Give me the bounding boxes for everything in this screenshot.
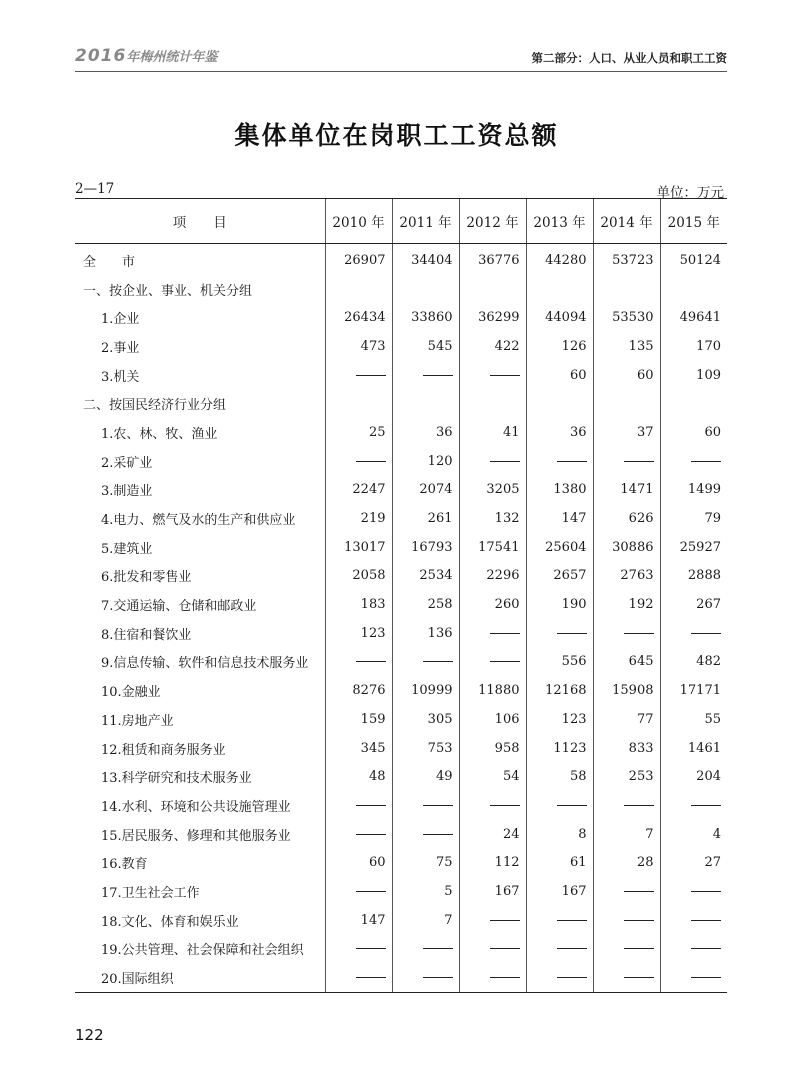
empty-cell-dash xyxy=(392,361,459,390)
table-row xyxy=(75,648,727,677)
value-cell: 170 xyxy=(660,332,727,361)
value-cell: 8 xyxy=(526,820,593,849)
dash-mark xyxy=(356,661,386,662)
value-cell: 26434 xyxy=(325,303,392,332)
empty-cell-dash xyxy=(660,447,727,476)
empty-cell-dash xyxy=(392,935,459,964)
value-cell: 120 xyxy=(392,447,459,476)
table-row xyxy=(75,504,727,533)
value-cell: 626 xyxy=(593,504,660,533)
value-cell: 106 xyxy=(459,705,526,734)
value-cell: 36 xyxy=(392,418,459,447)
empty-cell-dash xyxy=(660,877,727,906)
empty-cell-dash xyxy=(660,791,727,820)
value-cell: 79 xyxy=(660,504,727,533)
unit-label: 单位：万元 xyxy=(656,185,724,201)
row-label: 3.制造业 xyxy=(101,484,153,500)
dash-mark xyxy=(423,948,453,949)
table-row xyxy=(75,705,727,734)
table-row xyxy=(75,676,727,705)
table-row xyxy=(75,244,727,275)
table-header-row xyxy=(75,199,727,244)
row-label: 8.住宿和餐饮业 xyxy=(101,627,192,643)
dash-mark xyxy=(490,633,520,634)
value-cell xyxy=(660,389,727,418)
table-row xyxy=(75,877,727,906)
row-label: 7.交通运输、仓储和邮政业 xyxy=(101,599,257,615)
value-cell: 2534 xyxy=(392,562,459,591)
value-cell: 1471 xyxy=(593,476,660,505)
empty-cell-dash xyxy=(459,619,526,648)
dash-mark xyxy=(624,920,654,921)
empty-cell-dash xyxy=(325,935,392,964)
value-cell: 958 xyxy=(459,734,526,763)
empty-cell-dash xyxy=(660,619,727,648)
value-cell xyxy=(325,275,392,304)
value-cell: 305 xyxy=(392,705,459,734)
table-body xyxy=(75,244,727,993)
value-cell: 60 xyxy=(526,361,593,390)
value-cell: 60 xyxy=(593,361,660,390)
value-cell: 167 xyxy=(526,877,593,906)
empty-cell-dash xyxy=(526,963,593,992)
value-cell: 8276 xyxy=(325,676,392,705)
column-header-year: 2010 年 xyxy=(325,199,392,244)
value-cell xyxy=(459,275,526,304)
row-label: 11.房地产业 xyxy=(101,713,174,729)
yearbook-title xyxy=(75,46,217,66)
value-cell: 50124 xyxy=(660,244,727,275)
value-cell: 1380 xyxy=(526,476,593,505)
row-label: 15.居民服务、修理和其他服务业 xyxy=(101,828,291,844)
value-cell: 28 xyxy=(593,848,660,877)
dash-mark xyxy=(691,920,721,921)
yearbook-year: 2016 xyxy=(75,46,127,66)
value-cell: 11880 xyxy=(459,676,526,705)
value-cell: 37 xyxy=(593,418,660,447)
row-label: 2.事业 xyxy=(101,340,140,356)
dash-mark xyxy=(691,805,721,806)
value-cell: 136 xyxy=(392,619,459,648)
value-cell: 112 xyxy=(459,848,526,877)
row-label: 18.文化、体育和娱乐业 xyxy=(101,914,239,930)
value-cell xyxy=(392,389,459,418)
column-header-year: 2014 年 xyxy=(593,199,660,244)
value-cell: 55 xyxy=(660,705,727,734)
dash-mark xyxy=(423,375,453,376)
table-row xyxy=(75,418,727,447)
section-title: 第二部分：人口、从业人员和职工工资 xyxy=(531,51,727,65)
empty-cell-dash xyxy=(660,906,727,935)
value-cell xyxy=(526,389,593,418)
empty-cell-dash xyxy=(325,877,392,906)
row-label: 4.电力、燃气及水的生产和供应业 xyxy=(101,513,296,529)
empty-cell-dash xyxy=(593,619,660,648)
value-cell: 190 xyxy=(526,590,593,619)
dash-mark xyxy=(691,461,721,462)
value-cell: 27 xyxy=(660,848,727,877)
table-row xyxy=(75,762,727,791)
empty-cell-dash xyxy=(325,447,392,476)
dash-mark xyxy=(490,661,520,662)
value-cell: 204 xyxy=(660,762,727,791)
dash-mark xyxy=(356,891,386,892)
value-cell: 159 xyxy=(325,705,392,734)
table-row xyxy=(75,303,727,332)
value-cell: 30886 xyxy=(593,533,660,562)
table-row xyxy=(75,476,727,505)
value-cell: 833 xyxy=(593,734,660,763)
header-divider xyxy=(75,71,727,72)
value-cell xyxy=(593,389,660,418)
dash-mark xyxy=(557,461,587,462)
table-row xyxy=(75,332,727,361)
value-cell: 2074 xyxy=(392,476,459,505)
row-label: 16.教育 xyxy=(101,857,148,873)
row-label: 19.公共管理、社会保障和社会组织 xyxy=(101,943,304,959)
value-cell: 167 xyxy=(459,877,526,906)
empty-cell-dash xyxy=(593,791,660,820)
value-cell: 25604 xyxy=(526,533,593,562)
value-cell xyxy=(459,389,526,418)
page-title: 集体单位在岗职工工资总额 xyxy=(234,121,559,150)
value-cell: 25 xyxy=(325,418,392,447)
value-cell: 17171 xyxy=(660,676,727,705)
value-cell: 123 xyxy=(526,705,593,734)
value-cell: 7 xyxy=(392,906,459,935)
yearbook-name: 年梅州统计年鉴 xyxy=(126,50,218,65)
dash-mark xyxy=(557,920,587,921)
value-cell: 2247 xyxy=(325,476,392,505)
dash-mark xyxy=(356,834,386,835)
value-cell: 24 xyxy=(459,820,526,849)
empty-cell-dash xyxy=(325,361,392,390)
value-cell: 135 xyxy=(593,332,660,361)
value-cell: 26907 xyxy=(325,244,392,275)
empty-cell-dash xyxy=(459,906,526,935)
value-cell: 258 xyxy=(392,590,459,619)
value-cell: 53530 xyxy=(593,303,660,332)
column-header-year: 2011 年 xyxy=(392,199,459,244)
value-cell: 192 xyxy=(593,590,660,619)
empty-cell-dash xyxy=(526,791,593,820)
table-row xyxy=(75,590,727,619)
dash-mark xyxy=(624,461,654,462)
dash-mark xyxy=(624,891,654,892)
empty-cell-dash xyxy=(660,935,727,964)
empty-cell-dash xyxy=(593,935,660,964)
value-cell xyxy=(660,275,727,304)
value-cell xyxy=(526,275,593,304)
value-cell: 54 xyxy=(459,762,526,791)
empty-cell-dash xyxy=(325,963,392,992)
value-cell: 25927 xyxy=(660,533,727,562)
empty-cell-dash xyxy=(526,447,593,476)
value-cell: 5 xyxy=(392,877,459,906)
value-cell: 253 xyxy=(593,762,660,791)
value-cell: 61 xyxy=(526,848,593,877)
value-cell: 44094 xyxy=(526,303,593,332)
value-cell: 473 xyxy=(325,332,392,361)
table-row xyxy=(75,389,727,418)
dash-mark xyxy=(624,633,654,634)
value-cell: 109 xyxy=(660,361,727,390)
dash-mark xyxy=(490,805,520,806)
column-header-item: 项 目 xyxy=(75,199,325,244)
empty-cell-dash xyxy=(392,648,459,677)
dash-mark xyxy=(356,805,386,806)
empty-cell-dash xyxy=(593,447,660,476)
value-cell xyxy=(325,389,392,418)
dash-mark xyxy=(423,834,453,835)
table-row xyxy=(75,791,727,820)
value-cell: 260 xyxy=(459,590,526,619)
column-header-year: 2013 年 xyxy=(526,199,593,244)
table-row xyxy=(75,848,727,877)
value-cell: 1499 xyxy=(660,476,727,505)
value-cell: 58 xyxy=(526,762,593,791)
value-cell: 2296 xyxy=(459,562,526,591)
value-cell: 2058 xyxy=(325,562,392,591)
dash-mark xyxy=(490,920,520,921)
row-label: 全 市 xyxy=(83,254,136,270)
page-number: 122 xyxy=(75,1026,104,1044)
value-cell: 16793 xyxy=(392,533,459,562)
row-label: 3.机关 xyxy=(101,369,140,385)
value-cell: 34404 xyxy=(392,244,459,275)
empty-cell-dash xyxy=(593,963,660,992)
dash-mark xyxy=(490,375,520,376)
dash-mark xyxy=(356,461,386,462)
value-cell: 7 xyxy=(593,820,660,849)
value-cell: 2763 xyxy=(593,562,660,591)
value-cell: 49641 xyxy=(660,303,727,332)
empty-cell-dash xyxy=(459,361,526,390)
dash-mark xyxy=(691,948,721,949)
value-cell: 49 xyxy=(392,762,459,791)
dash-mark xyxy=(557,977,587,978)
wage-table xyxy=(75,198,727,993)
value-cell: 183 xyxy=(325,590,392,619)
value-cell: 36299 xyxy=(459,303,526,332)
empty-cell-dash xyxy=(526,935,593,964)
value-cell: 15908 xyxy=(593,676,660,705)
value-cell: 4 xyxy=(660,820,727,849)
table-row xyxy=(75,963,727,992)
dash-mark xyxy=(557,805,587,806)
value-cell: 645 xyxy=(593,648,660,677)
value-cell: 482 xyxy=(660,648,727,677)
empty-cell-dash xyxy=(325,791,392,820)
value-cell: 13017 xyxy=(325,533,392,562)
value-cell: 556 xyxy=(526,648,593,677)
value-cell: 147 xyxy=(325,906,392,935)
dash-mark xyxy=(557,948,587,949)
table-row xyxy=(75,275,727,304)
row-label: 一、按企业、事业、机关分组 xyxy=(83,283,253,299)
dash-mark xyxy=(557,633,587,634)
empty-cell-dash xyxy=(459,935,526,964)
column-header-year: 2012 年 xyxy=(459,199,526,244)
row-label: 6.批发和零售业 xyxy=(101,570,192,586)
value-cell: 147 xyxy=(526,504,593,533)
row-label: 二、按国民经济行业分组 xyxy=(83,398,227,414)
dash-mark xyxy=(356,375,386,376)
value-cell: 10999 xyxy=(392,676,459,705)
row-label: 14.水利、环境和公共设施管理业 xyxy=(101,799,291,815)
empty-cell-dash xyxy=(459,648,526,677)
dash-mark xyxy=(423,661,453,662)
value-cell: 422 xyxy=(459,332,526,361)
dash-mark xyxy=(423,977,453,978)
value-cell xyxy=(593,275,660,304)
dash-mark xyxy=(691,977,721,978)
data-table-container xyxy=(75,198,727,993)
dash-mark xyxy=(490,461,520,462)
row-label: 20.国际组织 xyxy=(75,963,325,992)
value-cell: 132 xyxy=(459,504,526,533)
empty-cell-dash xyxy=(593,877,660,906)
empty-cell-dash xyxy=(660,963,727,992)
empty-cell-dash xyxy=(593,906,660,935)
value-cell: 261 xyxy=(392,504,459,533)
empty-cell-dash xyxy=(526,619,593,648)
row-label: 1.农、林、牧、渔业 xyxy=(101,426,218,442)
value-cell: 12168 xyxy=(526,676,593,705)
value-cell: 53723 xyxy=(593,244,660,275)
dash-mark xyxy=(490,977,520,978)
row-label: 10.金融业 xyxy=(101,685,161,701)
row-label: 9.信息传输、软件和信息技术服务业 xyxy=(101,656,309,672)
row-label: 5.建筑业 xyxy=(101,541,153,557)
empty-cell-dash xyxy=(392,791,459,820)
value-cell: 75 xyxy=(392,848,459,877)
empty-cell-dash xyxy=(526,906,593,935)
table-row xyxy=(75,906,727,935)
value-cell: 41 xyxy=(459,418,526,447)
empty-cell-dash xyxy=(392,963,459,992)
dash-mark xyxy=(423,805,453,806)
value-cell: 753 xyxy=(392,734,459,763)
value-cell: 3205 xyxy=(459,476,526,505)
dash-mark xyxy=(356,977,386,978)
table-row xyxy=(75,619,727,648)
value-cell: 2888 xyxy=(660,562,727,591)
value-cell: 545 xyxy=(392,332,459,361)
value-cell: 1123 xyxy=(526,734,593,763)
dash-mark xyxy=(691,633,721,634)
dash-mark xyxy=(691,891,721,892)
table-row xyxy=(75,533,727,562)
dash-mark xyxy=(356,948,386,949)
table-number: 2—17 xyxy=(75,181,115,197)
value-cell: 33860 xyxy=(392,303,459,332)
value-cell: 126 xyxy=(526,332,593,361)
empty-cell-dash xyxy=(459,791,526,820)
row-label: 1.企业 xyxy=(101,312,140,328)
table-row xyxy=(75,935,727,964)
value-cell: 44280 xyxy=(526,244,593,275)
value-cell: 345 xyxy=(325,734,392,763)
value-cell: 267 xyxy=(660,590,727,619)
value-cell: 17541 xyxy=(459,533,526,562)
table-row xyxy=(75,734,727,763)
row-label: 13.科学研究和技术服务业 xyxy=(101,771,252,787)
table-row xyxy=(75,562,727,591)
dash-mark xyxy=(624,805,654,806)
empty-cell-dash xyxy=(325,648,392,677)
empty-cell-dash xyxy=(392,820,459,849)
running-header xyxy=(75,44,727,70)
column-header-year: 2015 年 xyxy=(660,199,727,244)
value-cell: 60 xyxy=(660,418,727,447)
row-label: 12.租赁和商务服务业 xyxy=(101,742,226,758)
dash-mark xyxy=(490,948,520,949)
dash-mark xyxy=(624,977,654,978)
value-cell xyxy=(392,275,459,304)
value-cell: 36776 xyxy=(459,244,526,275)
dash-mark xyxy=(624,948,654,949)
value-cell: 48 xyxy=(325,762,392,791)
row-label: 2.采矿业 xyxy=(101,455,153,471)
value-cell: 77 xyxy=(593,705,660,734)
table-row xyxy=(75,361,727,390)
empty-cell-dash xyxy=(459,963,526,992)
value-cell: 60 xyxy=(325,848,392,877)
empty-cell-dash xyxy=(459,447,526,476)
value-cell: 123 xyxy=(325,619,392,648)
value-cell: 219 xyxy=(325,504,392,533)
value-cell: 2657 xyxy=(526,562,593,591)
value-cell: 1461 xyxy=(660,734,727,763)
empty-cell-dash xyxy=(325,820,392,849)
row-label: 17.卫生社会工作 xyxy=(101,885,200,901)
table-row xyxy=(75,447,727,476)
value-cell: 36 xyxy=(526,418,593,447)
table-row xyxy=(75,820,727,849)
